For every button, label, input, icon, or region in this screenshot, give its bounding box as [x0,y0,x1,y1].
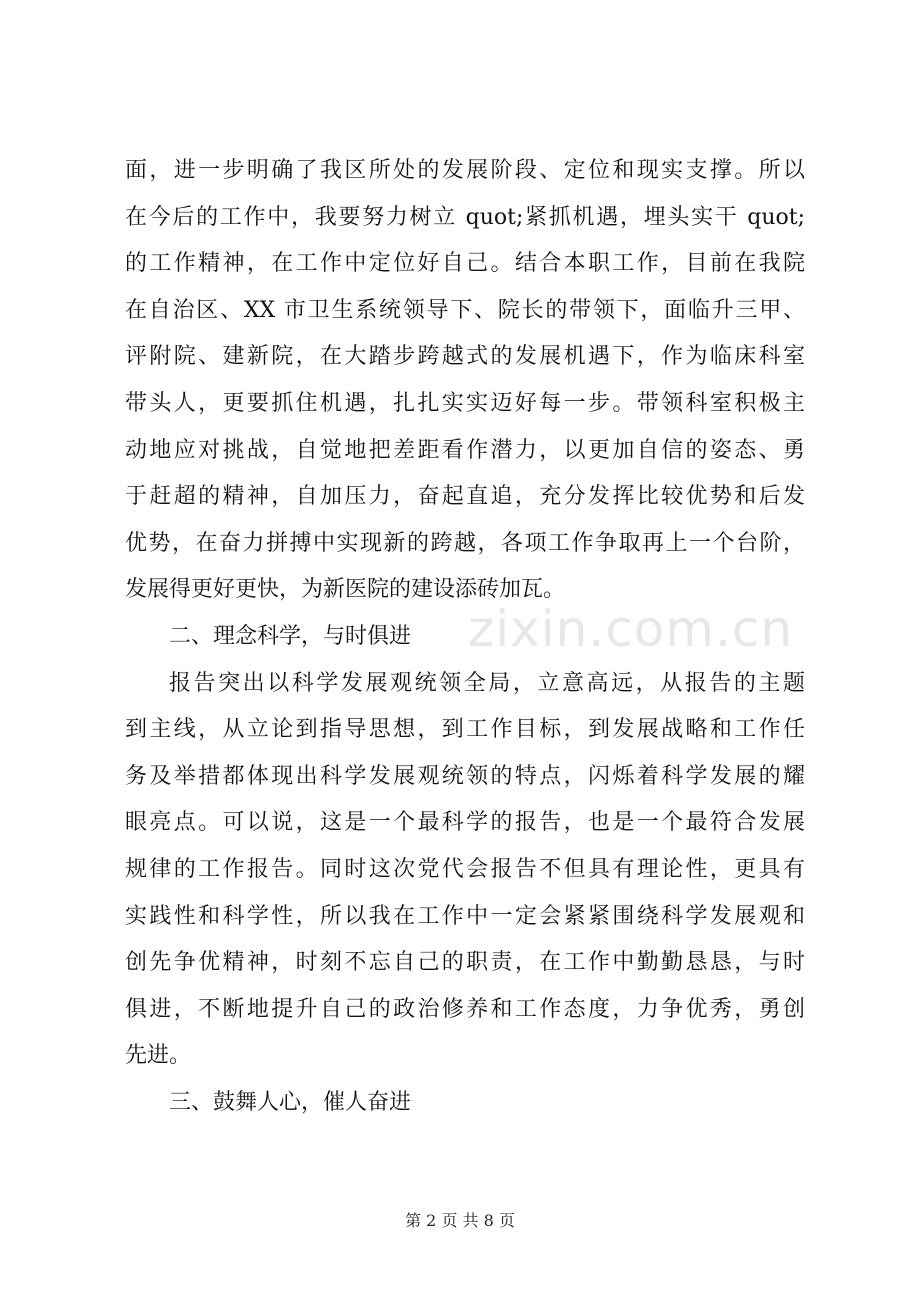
text-line: 先进。 [125,1043,192,1069]
text-line: 的工作精神，在工作中定位好自己。结合本职工作，目前在我院 [125,251,805,277]
text-line: 俱进，不断地提升自己的政治修养和工作态度，力争优秀，勇创 [125,996,805,1022]
text-line: 面，进一步明确了我区所处的发展阶段、定位和现实支撑。所以 [125,158,805,183]
section-heading: 三、鼓舞人心，催人奋进 [169,1089,412,1115]
text-line: 报告突出以科学发展观统领全局，立意高远，从报告的主题 [169,670,805,696]
text-line: 发展得更好更快，为新医院的建设添砖加瓦。 [125,577,566,603]
text-line: 到主线，从立论到指导思想，到工作目标，到发展战略和工作任 [125,717,805,743]
text-line: 在今后的工作中，我要努力树立 quot;紧抓机遇，埋头实干 quot; [125,204,805,230]
text-line: 优势，在奋力拼搏中实现新的跨越，各项工作争取再上一个台阶， [125,530,805,556]
text-line: 动地应对挑战，自觉地把差距看作潜力，以更加自信的姿态、勇 [125,437,805,463]
text-line: 眼亮点。可以说，这是一个最科学的报告，也是一个最符合发展 [125,810,805,836]
text-line: 实践性和科学性，所以我在工作中一定会紧紧围绕科学发展观和 [125,903,805,929]
text-line: 务及举措都体现出科学发展观统领的特点，闪烁着科学发展的耀 [125,763,805,789]
page-footer: 第 2 页 共 8 页 [405,1211,515,1230]
text-line: 规律的工作报告。同时这次党代会报告不但具有理论性，更具有 [125,856,805,882]
text-line: 创先争优精神，时刻不忘自己的职责，在工作中勤勤恳恳，与时 [125,950,805,976]
document-body [125,148,805,1126]
text-line: 在自治区、XX 市卫生系统领导下、院长的带领下，面临升三甲、 [125,297,805,323]
text-line: 带头人，更要抓住机遇，扎扎实实迈好每一步。带领科室积极主 [125,390,805,416]
watermark: zixin.com.cn [468,600,794,658]
text-line: 于赶超的精神，自加压力，奋起直追，充分发挥比较优势和后发 [125,484,805,510]
section-heading: 二、理念科学，与时俱进 [169,623,412,649]
text-line: 评附院、建新院，在大踏步跨越式的发展机遇下，作为临床科室 [125,344,805,370]
